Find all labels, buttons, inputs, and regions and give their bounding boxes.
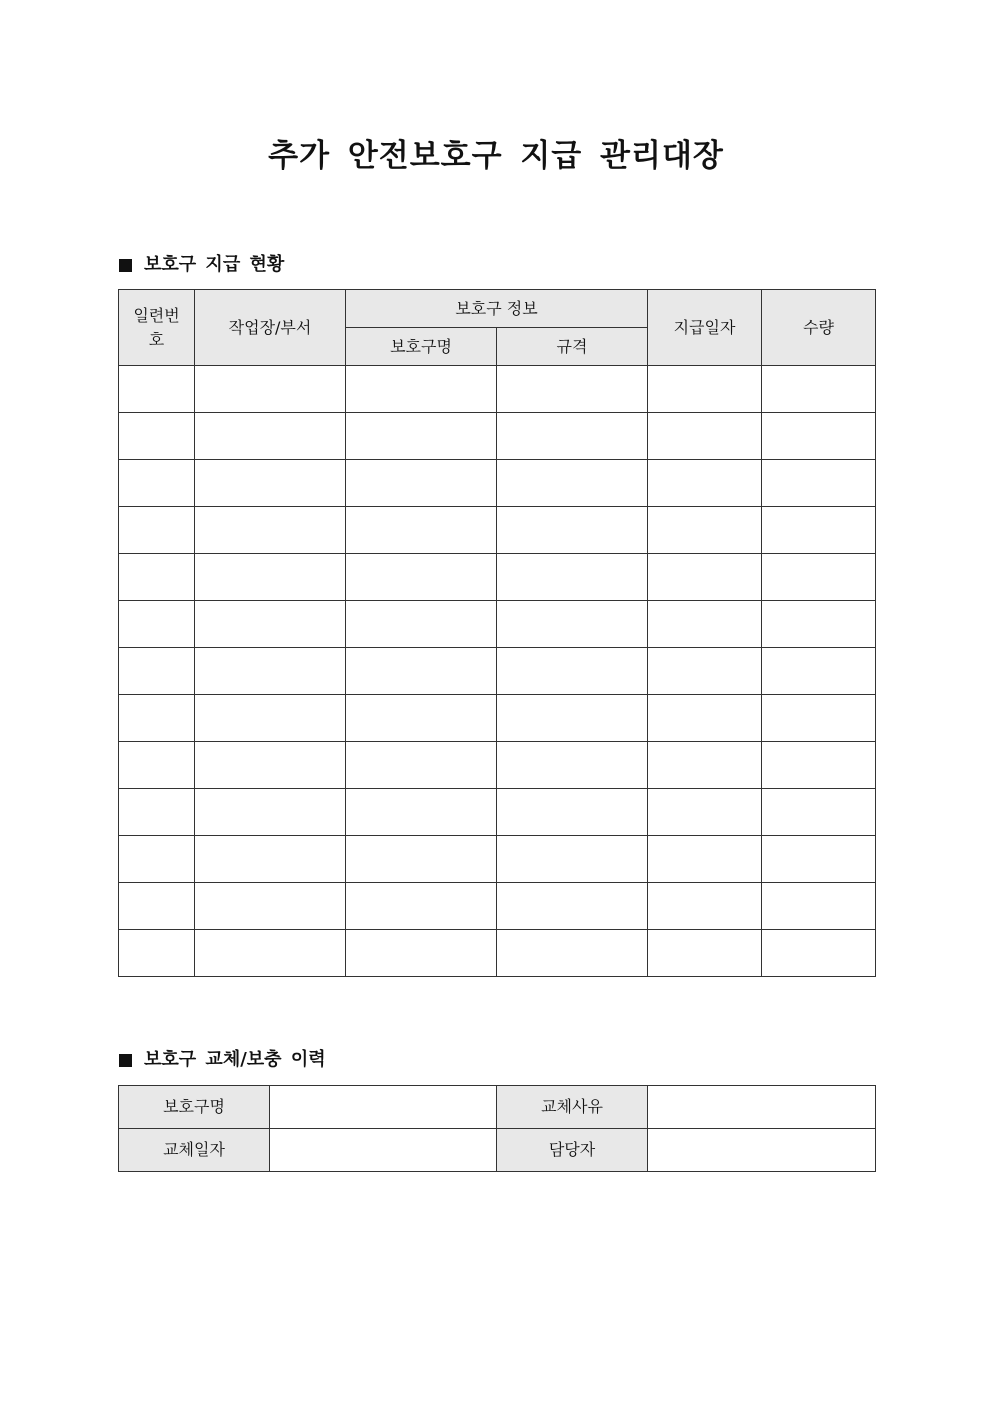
cell-serial-no[interactable]: [119, 930, 195, 977]
cell-spec[interactable]: [497, 648, 648, 695]
cell-quantity[interactable]: [762, 789, 876, 836]
cell-spec[interactable]: [497, 695, 648, 742]
cell-site-dept[interactable]: [195, 601, 346, 648]
cell-site-dept[interactable]: [195, 648, 346, 695]
table-row: [119, 554, 876, 601]
value-protector-name[interactable]: [270, 1086, 497, 1129]
header-quantity: 수량: [762, 290, 876, 366]
cell-issue-date[interactable]: [648, 789, 762, 836]
cell-site-dept[interactable]: [195, 507, 346, 554]
issue-section-heading-text: 보호구 지급 현황: [144, 254, 285, 275]
cell-issue-date[interactable]: [648, 413, 762, 460]
cell-protector-name[interactable]: [346, 507, 497, 554]
cell-protector-name[interactable]: [346, 836, 497, 883]
value-replace-date[interactable]: [270, 1129, 497, 1172]
cell-site-dept[interactable]: [195, 366, 346, 413]
cell-protector-name[interactable]: [346, 554, 497, 601]
cell-serial-no[interactable]: [119, 836, 195, 883]
cell-issue-date[interactable]: [648, 366, 762, 413]
cell-serial-no[interactable]: [119, 789, 195, 836]
cell-site-dept[interactable]: [195, 554, 346, 601]
issue-section-heading: [119, 253, 284, 277]
table-row: [119, 648, 876, 695]
cell-spec[interactable]: [497, 366, 648, 413]
cell-serial-no[interactable]: [119, 742, 195, 789]
cell-quantity[interactable]: [762, 601, 876, 648]
cell-serial-no[interactable]: [119, 554, 195, 601]
cell-site-dept[interactable]: [195, 413, 346, 460]
cell-serial-no[interactable]: [119, 413, 195, 460]
issue-status-table: [118, 289, 876, 977]
cell-spec[interactable]: [497, 554, 648, 601]
cell-quantity[interactable]: [762, 507, 876, 554]
cell-protector-name[interactable]: [346, 930, 497, 977]
cell-spec[interactable]: [497, 883, 648, 930]
cell-issue-date[interactable]: [648, 648, 762, 695]
label-protector-name: 보호구명: [119, 1086, 270, 1129]
cell-spec[interactable]: [497, 789, 648, 836]
header-serial-no: 일련번호: [119, 290, 195, 366]
cell-site-dept[interactable]: [195, 460, 346, 507]
cell-quantity[interactable]: [762, 648, 876, 695]
cell-quantity[interactable]: [762, 366, 876, 413]
cell-protector-name[interactable]: [346, 883, 497, 930]
table-row: [119, 460, 876, 507]
cell-site-dept[interactable]: [195, 930, 346, 977]
cell-quantity[interactable]: [762, 695, 876, 742]
table-row: [119, 789, 876, 836]
cell-protector-name[interactable]: [346, 413, 497, 460]
label-replace-reason: 교체사유: [497, 1086, 648, 1129]
cell-protector-name[interactable]: [346, 695, 497, 742]
cell-site-dept[interactable]: [195, 742, 346, 789]
cell-issue-date[interactable]: [648, 601, 762, 648]
cell-quantity[interactable]: [762, 413, 876, 460]
history-section-heading-text: 보호구 교체/보충 이력: [144, 1049, 326, 1070]
cell-protector-name[interactable]: [346, 366, 497, 413]
cell-protector-name[interactable]: [346, 601, 497, 648]
cell-site-dept[interactable]: [195, 883, 346, 930]
cell-issue-date[interactable]: [648, 883, 762, 930]
cell-quantity[interactable]: [762, 460, 876, 507]
header-site-dept: 작업장/부서: [195, 290, 346, 366]
table-row: [119, 507, 876, 554]
cell-issue-date[interactable]: [648, 742, 762, 789]
cell-quantity[interactable]: [762, 742, 876, 789]
cell-site-dept[interactable]: [195, 695, 346, 742]
history-section-heading: [119, 1048, 326, 1072]
document-title: 추가 안전보호구 지급 관리대장: [268, 138, 724, 174]
cell-issue-date[interactable]: [648, 507, 762, 554]
table-row: [119, 836, 876, 883]
cell-issue-date[interactable]: [648, 554, 762, 601]
cell-issue-date[interactable]: [648, 460, 762, 507]
square-bullet-icon: [119, 1054, 132, 1067]
cell-protector-name[interactable]: [346, 460, 497, 507]
cell-quantity[interactable]: [762, 836, 876, 883]
cell-spec[interactable]: [497, 742, 648, 789]
cell-serial-no[interactable]: [119, 366, 195, 413]
header-issue-date: 지급일자: [648, 290, 762, 366]
value-manager[interactable]: [648, 1129, 876, 1172]
table-row: [119, 930, 876, 977]
cell-quantity[interactable]: [762, 930, 876, 977]
cell-serial-no[interactable]: [119, 648, 195, 695]
cell-protector-name[interactable]: [346, 648, 497, 695]
cell-quantity[interactable]: [762, 883, 876, 930]
table-row: [119, 601, 876, 648]
cell-quantity[interactable]: [762, 554, 876, 601]
cell-serial-no[interactable]: [119, 507, 195, 554]
cell-issue-date[interactable]: [648, 836, 762, 883]
cell-spec[interactable]: [497, 507, 648, 554]
table-row: [119, 366, 876, 413]
cell-issue-date[interactable]: [648, 930, 762, 977]
cell-site-dept[interactable]: [195, 789, 346, 836]
cell-protector-name[interactable]: [346, 789, 497, 836]
cell-issue-date[interactable]: [648, 695, 762, 742]
table-row: [119, 695, 876, 742]
table-row: [119, 413, 876, 460]
table-row: [119, 742, 876, 789]
header-protector-name: 보호구명: [346, 328, 497, 366]
square-bullet-icon: [119, 259, 132, 272]
cell-spec[interactable]: [497, 930, 648, 977]
cell-serial-no[interactable]: [119, 460, 195, 507]
cell-spec[interactable]: [497, 413, 648, 460]
cell-spec[interactable]: [497, 460, 648, 507]
label-replace-date: 교체일자: [119, 1129, 270, 1172]
value-replace-reason[interactable]: [648, 1086, 876, 1129]
cell-serial-no[interactable]: [119, 601, 195, 648]
cell-spec[interactable]: [497, 836, 648, 883]
cell-spec[interactable]: [497, 601, 648, 648]
header-spec: 규격: [497, 328, 648, 366]
label-manager: 담당자: [497, 1129, 648, 1172]
table-row: [119, 883, 876, 930]
header-protector-info: 보호구 정보: [346, 290, 648, 328]
cell-serial-no[interactable]: [119, 695, 195, 742]
cell-site-dept[interactable]: [195, 836, 346, 883]
cell-protector-name[interactable]: [346, 742, 497, 789]
replacement-history-table: [118, 1085, 876, 1172]
cell-serial-no[interactable]: [119, 883, 195, 930]
